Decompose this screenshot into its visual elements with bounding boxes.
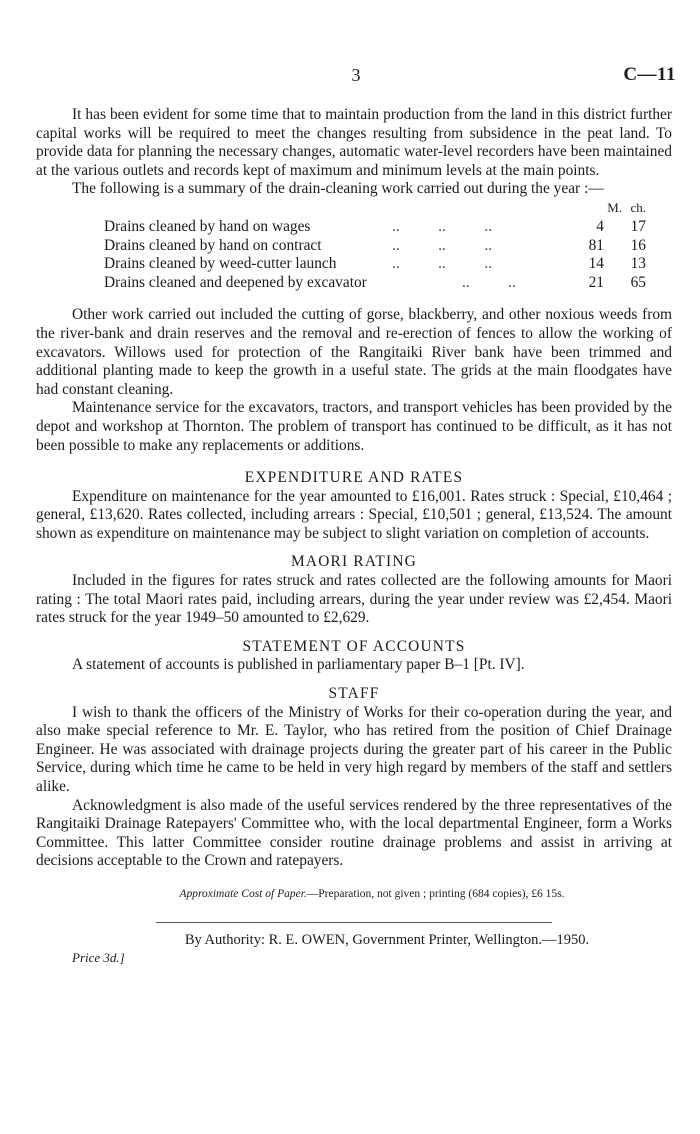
- intro-paragraph-1: It has been evident for some time that to maintain production from the land in this district further capital works will be required to meet the changes resulting from subsidence in the peat land. To provide data for planning the necessary changes, automatic water-level recorders have been maintained at the various outlets and records kept of maximum and minimum levels at the main points.: [36, 106, 672, 179]
- page-number: 3: [351, 65, 361, 85]
- row-miles: 21: [588, 273, 604, 291]
- table-header-row: [104, 199, 644, 218]
- price-note: Price 3d.]: [72, 950, 125, 966]
- row-miles: 81: [588, 236, 604, 254]
- expenditure-heading: EXPENDITURE AND RATES: [244, 469, 464, 487]
- row-chains: 13: [630, 255, 646, 273]
- accounts-heading: STATEMENT OF ACCOUNTS: [242, 637, 466, 655]
- page-body: [36, 106, 672, 968]
- row-chains: 17: [630, 217, 646, 235]
- maori-rating-heading: MAORI RATING: [291, 553, 417, 571]
- expenditure-paragraph: Expenditure on maintenance for the year amounted to £16,001. Rates struck : Special, £10,464 ; general, £13,620. Rates collected, including arrears : Special, £10,501 ; general, £13,524. The amount shown as expenditure on maintenance may be subject to slight variation on completion of accounts.: [36, 487, 672, 542]
- chains-column-header: ch.: [630, 199, 646, 215]
- maintenance-paragraph: Maintenance service for the excavators, tractors, and transport vehicles has been provided by the depot and workshop at Thornton. The problem of transport has continued to be difficult, as it has not been possible to make any replacements or additions.: [36, 399, 672, 454]
- table-row: [104, 237, 644, 256]
- staff-paragraph-2: Acknowledgment is also made of the useful services rendered by the three representatives of the Rangitaiki Drainage Ratepayers' Committee who, with the local departmental Engineer, form a Works Committee. This latter Committee consider routine drainage problems and assist in arriving at decisions acceptable to the Crown and ratepayers.: [36, 796, 672, 870]
- drain-cleaning-table: [104, 199, 644, 292]
- document-code: C—11: [623, 64, 676, 85]
- intro-paragraph-2: The following is a summary of the drain-cleaning work carried out during the year :—: [72, 180, 604, 198]
- table-row: [104, 274, 644, 293]
- staff-paragraph-1: I wish to thank the officers of the Ministry of Works for their co-operation during the year, and also make special reference to Mr. E. Taylor, who has retired from the position of Chief Drainage Engineer. He was associated with drainage projects during the greater part of his career in the Public Service, during which time he came to be held in very high regard by members of the staff and settlers alike.: [36, 703, 672, 795]
- row-miles: 4: [596, 217, 604, 235]
- miles-column-header: M.: [607, 199, 622, 215]
- printer-authority: By Authority: R. E. OWEN, Government Printer, Wellington.—1950.: [184, 931, 590, 948]
- leader-dots: .. .. ..: [392, 255, 493, 273]
- other-work-paragraph: Other work carried out included the cutting of gorse, blackberry, and other noxious weeds from the river-bank and drain reserves and the removal and re-erection of fences to allow the working of excavators. Willows used for protection of the Rangitaiki River bank have been trimmed and additional planting made to keep the growth in a useful state. The grids at the main floodgates have had constant cleaning.: [36, 306, 672, 398]
- accounts-paragraph: A statement of accounts is published in parliamentary paper B–1 [Pt. IV].: [72, 656, 525, 674]
- cost-text: —Preparation, not given ; printing (684 copies), £6 15s.: [306, 887, 565, 900]
- cost-of-paper-note: [36, 885, 672, 904]
- table-row: [104, 255, 644, 274]
- leader-dots: .. ..: [462, 273, 516, 291]
- staff-heading: STAFF: [328, 685, 380, 703]
- leader-dots: .. .. ..: [392, 217, 493, 235]
- leader-dots: .. .. ..: [392, 236, 493, 254]
- row-miles: 14: [588, 255, 604, 273]
- row-label: Drains cleaned by hand on wages: [104, 217, 311, 235]
- row-label: Drains cleaned by weed-cutter launch: [104, 255, 337, 273]
- row-chains: 65: [630, 273, 646, 291]
- maori-rating-paragraph: Included in the figures for rates struck and rates collected are the following amounts for Maori rating : The total Maori rates paid, including arrears, during the year under review was £2,454. Maori rates struck for the year 1949–50 amounted to £2,629.: [36, 572, 672, 627]
- table-row: [104, 218, 644, 237]
- page-header: [36, 66, 676, 90]
- row-label: Drains cleaned and deepened by excavator: [104, 273, 367, 291]
- row-chains: 16: [630, 236, 646, 254]
- cost-label: Approximate Cost of Paper.: [179, 887, 307, 900]
- row-label: Drains cleaned by hand on contract: [104, 236, 322, 254]
